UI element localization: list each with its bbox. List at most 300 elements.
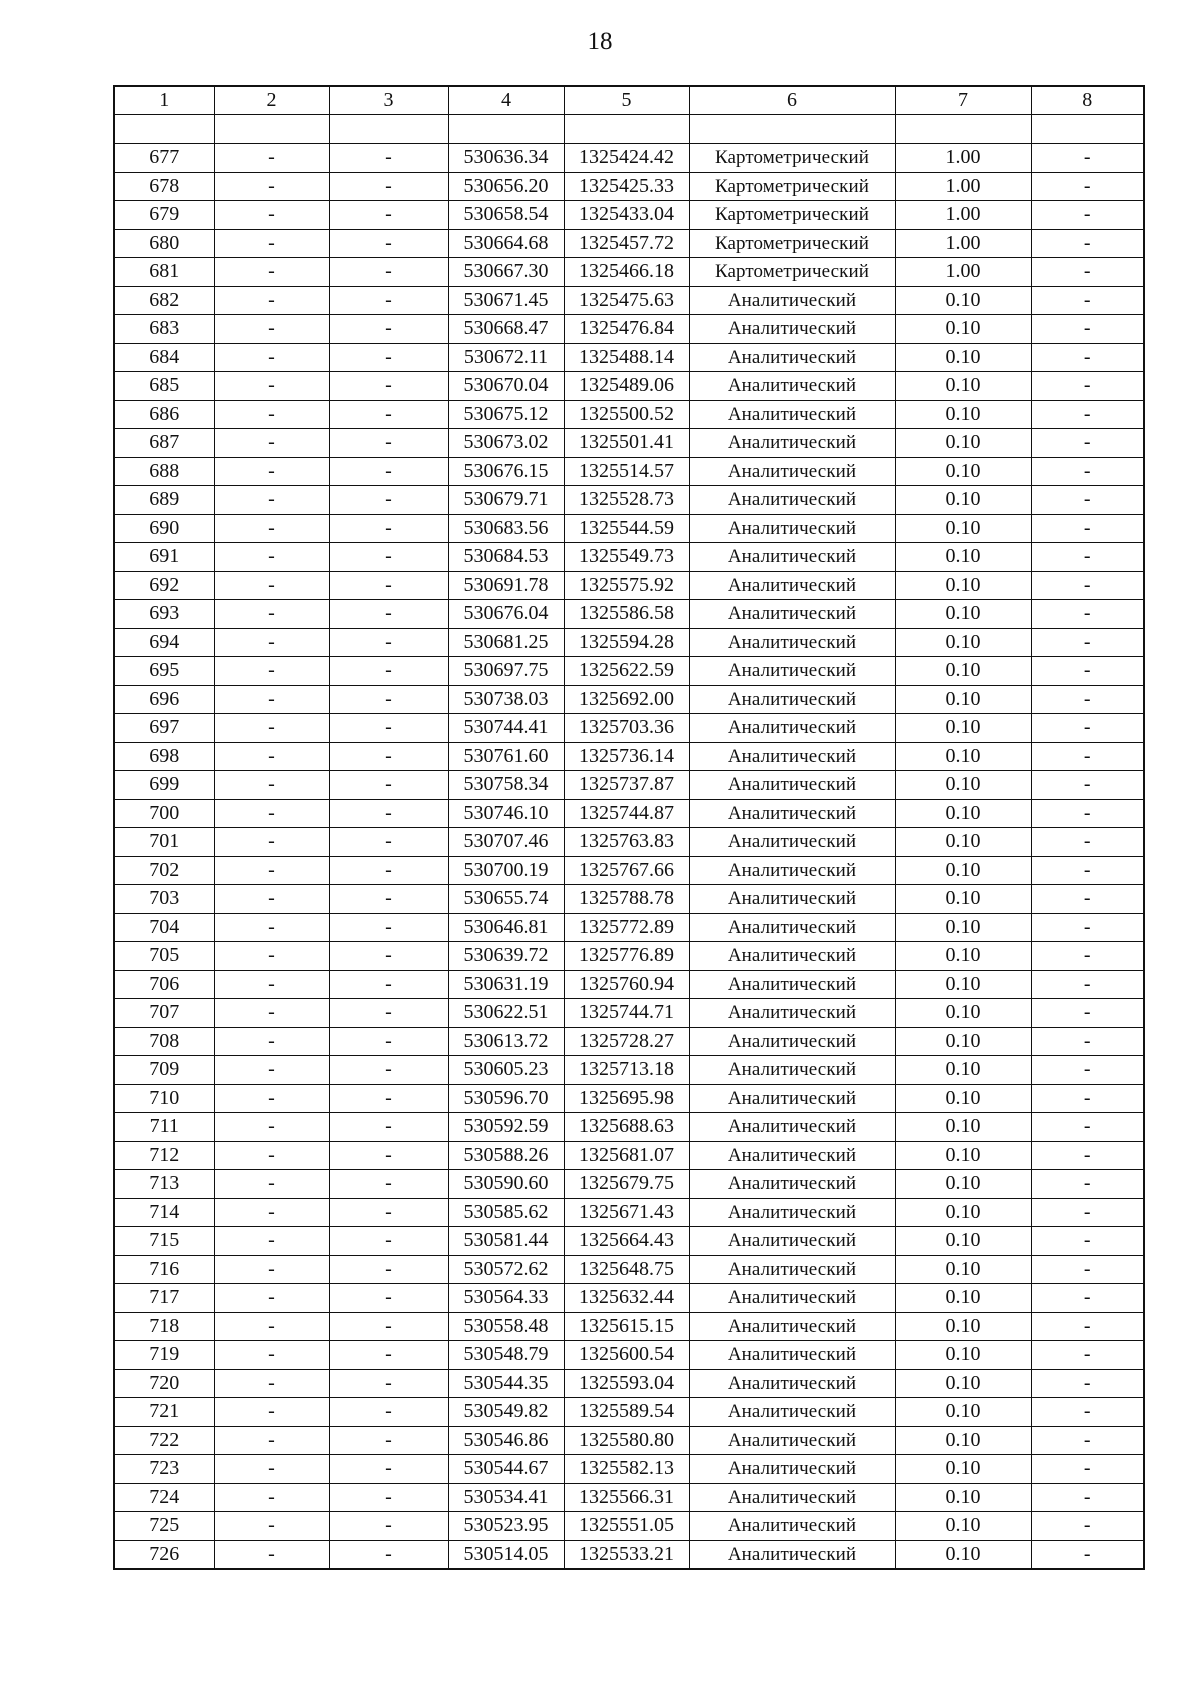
col8-cell: - xyxy=(1031,315,1144,344)
table-row xyxy=(114,628,1144,657)
col8-cell: - xyxy=(1031,201,1144,230)
col3-cell: - xyxy=(329,885,448,914)
accuracy-cell: 0.10 xyxy=(895,1255,1031,1284)
method-cell: Аналитический xyxy=(689,486,895,515)
col3-cell: - xyxy=(329,229,448,258)
accuracy-cell: 1.00 xyxy=(895,144,1031,173)
point-number-cell: 716 xyxy=(114,1255,214,1284)
y-coordinate-cell: 1325622.59 xyxy=(564,657,689,686)
col2-cell: - xyxy=(214,1056,329,1085)
col8-cell: - xyxy=(1031,970,1144,999)
x-coordinate-cell: 530558.48 xyxy=(448,1312,564,1341)
col8-cell: - xyxy=(1031,172,1144,201)
accuracy-cell: 0.10 xyxy=(895,628,1031,657)
table-row xyxy=(114,771,1144,800)
method-cell: Аналитический xyxy=(689,714,895,743)
y-coordinate-cell: 1325679.75 xyxy=(564,1170,689,1199)
y-coordinate-cell: 1325744.87 xyxy=(564,799,689,828)
method-cell: Картометрический xyxy=(689,229,895,258)
col8-cell: - xyxy=(1031,942,1144,971)
empty-row xyxy=(114,115,1144,144)
method-cell: Аналитический xyxy=(689,571,895,600)
point-number-cell: 700 xyxy=(114,799,214,828)
method-cell: Аналитический xyxy=(689,1170,895,1199)
y-coordinate-cell: 1325489.06 xyxy=(564,372,689,401)
method-cell: Аналитический xyxy=(689,1227,895,1256)
col8-cell: - xyxy=(1031,714,1144,743)
point-number-cell: 702 xyxy=(114,856,214,885)
col3-cell: - xyxy=(329,1483,448,1512)
method-cell: Аналитический xyxy=(689,1483,895,1512)
y-coordinate-cell: 1325476.84 xyxy=(564,315,689,344)
col3-cell: - xyxy=(329,970,448,999)
point-number-cell: 718 xyxy=(114,1312,214,1341)
col2-cell: - xyxy=(214,1369,329,1398)
empty-cell xyxy=(689,115,895,144)
x-coordinate-cell: 530683.56 xyxy=(448,514,564,543)
y-coordinate-cell: 1325763.83 xyxy=(564,828,689,857)
column-header: 3 xyxy=(329,86,448,115)
x-coordinate-cell: 530671.45 xyxy=(448,286,564,315)
y-coordinate-cell: 1325703.36 xyxy=(564,714,689,743)
accuracy-cell: 0.10 xyxy=(895,1426,1031,1455)
table-row xyxy=(114,1084,1144,1113)
point-number-cell: 698 xyxy=(114,742,214,771)
y-coordinate-cell: 1325594.28 xyxy=(564,628,689,657)
col3-cell: - xyxy=(329,514,448,543)
table-row xyxy=(114,657,1144,686)
y-coordinate-cell: 1325457.72 xyxy=(564,229,689,258)
point-number-cell: 683 xyxy=(114,315,214,344)
method-cell: Аналитический xyxy=(689,1255,895,1284)
col2-cell: - xyxy=(214,514,329,543)
x-coordinate-cell: 530592.59 xyxy=(448,1113,564,1142)
col2-cell: - xyxy=(214,1198,329,1227)
column-header: 4 xyxy=(448,86,564,115)
col2-cell: - xyxy=(214,799,329,828)
col2-cell: - xyxy=(214,201,329,230)
table-row xyxy=(114,714,1144,743)
accuracy-cell: 0.10 xyxy=(895,1284,1031,1313)
method-cell: Аналитический xyxy=(689,1312,895,1341)
accuracy-cell: 0.10 xyxy=(895,1084,1031,1113)
col3-cell: - xyxy=(329,1341,448,1370)
col3-cell: - xyxy=(329,999,448,1028)
col2-cell: - xyxy=(214,543,329,572)
method-cell: Аналитический xyxy=(689,600,895,629)
empty-cell xyxy=(114,115,214,144)
column-header: 2 xyxy=(214,86,329,115)
table-row xyxy=(114,1198,1144,1227)
accuracy-cell: 0.10 xyxy=(895,600,1031,629)
table-row xyxy=(114,486,1144,515)
accuracy-cell: 0.10 xyxy=(895,1198,1031,1227)
accuracy-cell: 0.10 xyxy=(895,1170,1031,1199)
col8-cell: - xyxy=(1031,657,1144,686)
table-row xyxy=(114,429,1144,458)
method-cell: Аналитический xyxy=(689,1455,895,1484)
point-number-cell: 726 xyxy=(114,1540,214,1569)
col2-cell: - xyxy=(214,258,329,287)
point-number-cell: 696 xyxy=(114,685,214,714)
col3-cell: - xyxy=(329,913,448,942)
x-coordinate-cell: 530672.11 xyxy=(448,343,564,372)
col2-cell: - xyxy=(214,1483,329,1512)
table-row xyxy=(114,1141,1144,1170)
col8-cell: - xyxy=(1031,400,1144,429)
accuracy-cell: 0.10 xyxy=(895,315,1031,344)
accuracy-cell: 0.10 xyxy=(895,1141,1031,1170)
y-coordinate-cell: 1325744.71 xyxy=(564,999,689,1028)
point-number-cell: 713 xyxy=(114,1170,214,1199)
accuracy-cell: 0.10 xyxy=(895,1341,1031,1370)
table-row xyxy=(114,1255,1144,1284)
table-row xyxy=(114,315,1144,344)
method-cell: Аналитический xyxy=(689,1113,895,1142)
col8-cell: - xyxy=(1031,1198,1144,1227)
col2-cell: - xyxy=(214,1141,329,1170)
col2-cell: - xyxy=(214,1170,329,1199)
x-coordinate-cell: 530676.15 xyxy=(448,457,564,486)
method-cell: Аналитический xyxy=(689,429,895,458)
x-coordinate-cell: 530534.41 xyxy=(448,1483,564,1512)
col2-cell: - xyxy=(214,1284,329,1313)
table-row xyxy=(114,913,1144,942)
x-coordinate-cell: 530548.79 xyxy=(448,1341,564,1370)
accuracy-cell: 0.10 xyxy=(895,1312,1031,1341)
y-coordinate-cell: 1325736.14 xyxy=(564,742,689,771)
x-coordinate-cell: 530572.62 xyxy=(448,1255,564,1284)
point-number-cell: 693 xyxy=(114,600,214,629)
column-header: 1 xyxy=(114,86,214,115)
col8-cell: - xyxy=(1031,1255,1144,1284)
col8-cell: - xyxy=(1031,372,1144,401)
method-cell: Аналитический xyxy=(689,343,895,372)
col2-cell: - xyxy=(214,1512,329,1541)
col2-cell: - xyxy=(214,685,329,714)
y-coordinate-cell: 1325533.21 xyxy=(564,1540,689,1569)
method-cell: Аналитический xyxy=(689,1369,895,1398)
method-cell: Аналитический xyxy=(689,1198,895,1227)
col8-cell: - xyxy=(1031,1369,1144,1398)
col8-cell: - xyxy=(1031,913,1144,942)
table-row xyxy=(114,1369,1144,1398)
point-number-cell: 687 xyxy=(114,429,214,458)
col2-cell: - xyxy=(214,1084,329,1113)
method-cell: Аналитический xyxy=(689,913,895,942)
col3-cell: - xyxy=(329,856,448,885)
col3-cell: - xyxy=(329,1084,448,1113)
point-number-cell: 704 xyxy=(114,913,214,942)
accuracy-cell: 0.10 xyxy=(895,685,1031,714)
y-coordinate-cell: 1325582.13 xyxy=(564,1455,689,1484)
table-row xyxy=(114,1341,1144,1370)
x-coordinate-cell: 530670.04 xyxy=(448,372,564,401)
table-row xyxy=(114,742,1144,771)
method-cell: Картометрический xyxy=(689,201,895,230)
col8-cell: - xyxy=(1031,999,1144,1028)
col8-cell: - xyxy=(1031,429,1144,458)
x-coordinate-cell: 530639.72 xyxy=(448,942,564,971)
point-number-cell: 722 xyxy=(114,1426,214,1455)
method-cell: Аналитический xyxy=(689,1056,895,1085)
accuracy-cell: 0.10 xyxy=(895,856,1031,885)
col2-cell: - xyxy=(214,999,329,1028)
point-number-cell: 712 xyxy=(114,1141,214,1170)
table-row xyxy=(114,885,1144,914)
y-coordinate-cell: 1325713.18 xyxy=(564,1056,689,1085)
col3-cell: - xyxy=(329,315,448,344)
point-number-cell: 711 xyxy=(114,1113,214,1142)
accuracy-cell: 0.10 xyxy=(895,771,1031,800)
table-row xyxy=(114,258,1144,287)
table-body xyxy=(114,115,1144,1570)
point-number-cell: 678 xyxy=(114,172,214,201)
method-cell: Аналитический xyxy=(689,1284,895,1313)
col2-cell: - xyxy=(214,828,329,857)
x-coordinate-cell: 530673.02 xyxy=(448,429,564,458)
y-coordinate-cell: 1325589.54 xyxy=(564,1398,689,1427)
col8-cell: - xyxy=(1031,1084,1144,1113)
y-coordinate-cell: 1325466.18 xyxy=(564,258,689,287)
y-coordinate-cell: 1325528.73 xyxy=(564,486,689,515)
method-cell: Аналитический xyxy=(689,885,895,914)
method-cell: Аналитический xyxy=(689,315,895,344)
accuracy-cell: 1.00 xyxy=(895,258,1031,287)
col3-cell: - xyxy=(329,486,448,515)
col3-cell: - xyxy=(329,1312,448,1341)
method-cell: Аналитический xyxy=(689,286,895,315)
point-number-cell: 720 xyxy=(114,1369,214,1398)
accuracy-cell: 0.10 xyxy=(895,657,1031,686)
col2-cell: - xyxy=(214,856,329,885)
table-row xyxy=(114,1398,1144,1427)
point-number-cell: 705 xyxy=(114,942,214,971)
point-number-cell: 685 xyxy=(114,372,214,401)
accuracy-cell: 0.10 xyxy=(895,486,1031,515)
col2-cell: - xyxy=(214,429,329,458)
table-row xyxy=(114,543,1144,572)
col2-cell: - xyxy=(214,372,329,401)
col2-cell: - xyxy=(214,1227,329,1256)
method-cell: Аналитический xyxy=(689,657,895,686)
x-coordinate-cell: 530758.34 xyxy=(448,771,564,800)
table-row xyxy=(114,1426,1144,1455)
accuracy-cell: 0.10 xyxy=(895,714,1031,743)
x-coordinate-cell: 530631.19 xyxy=(448,970,564,999)
accuracy-cell: 0.10 xyxy=(895,913,1031,942)
accuracy-cell: 0.10 xyxy=(895,1056,1031,1085)
col3-cell: - xyxy=(329,1426,448,1455)
accuracy-cell: 0.10 xyxy=(895,1227,1031,1256)
method-cell: Аналитический xyxy=(689,970,895,999)
x-coordinate-cell: 530581.44 xyxy=(448,1227,564,1256)
col8-cell: - xyxy=(1031,1512,1144,1541)
method-cell: Аналитический xyxy=(689,1398,895,1427)
y-coordinate-cell: 1325593.04 xyxy=(564,1369,689,1398)
method-cell: Аналитический xyxy=(689,514,895,543)
x-coordinate-cell: 530588.26 xyxy=(448,1141,564,1170)
col2-cell: - xyxy=(214,571,329,600)
col2-cell: - xyxy=(214,942,329,971)
col3-cell: - xyxy=(329,714,448,743)
accuracy-cell: 0.10 xyxy=(895,1455,1031,1484)
accuracy-cell: 0.10 xyxy=(895,343,1031,372)
column-header: 8 xyxy=(1031,86,1144,115)
point-number-cell: 699 xyxy=(114,771,214,800)
point-number-cell: 723 xyxy=(114,1455,214,1484)
col2-cell: - xyxy=(214,486,329,515)
y-coordinate-cell: 1325615.15 xyxy=(564,1312,689,1341)
y-coordinate-cell: 1325695.98 xyxy=(564,1084,689,1113)
point-number-cell: 697 xyxy=(114,714,214,743)
col8-cell: - xyxy=(1031,799,1144,828)
empty-cell xyxy=(895,115,1031,144)
table-header xyxy=(114,86,1144,115)
x-coordinate-cell: 530523.95 xyxy=(448,1512,564,1541)
table-row xyxy=(114,1540,1144,1569)
col3-cell: - xyxy=(329,1455,448,1484)
y-coordinate-cell: 1325580.80 xyxy=(564,1426,689,1455)
col8-cell: - xyxy=(1031,514,1144,543)
method-cell: Аналитический xyxy=(689,1341,895,1370)
y-coordinate-cell: 1325575.92 xyxy=(564,571,689,600)
col2-cell: - xyxy=(214,714,329,743)
col3-cell: - xyxy=(329,1170,448,1199)
point-number-cell: 690 xyxy=(114,514,214,543)
point-number-cell: 710 xyxy=(114,1084,214,1113)
col3-cell: - xyxy=(329,828,448,857)
col2-cell: - xyxy=(214,343,329,372)
accuracy-cell: 0.10 xyxy=(895,1540,1031,1569)
y-coordinate-cell: 1325760.94 xyxy=(564,970,689,999)
table-row xyxy=(114,172,1144,201)
col8-cell: - xyxy=(1031,258,1144,287)
col8-cell: - xyxy=(1031,486,1144,515)
col2-cell: - xyxy=(214,1027,329,1056)
col8-cell: - xyxy=(1031,1341,1144,1370)
method-cell: Аналитический xyxy=(689,400,895,429)
y-coordinate-cell: 1325500.52 xyxy=(564,400,689,429)
col3-cell: - xyxy=(329,1369,448,1398)
col2-cell: - xyxy=(214,657,329,686)
accuracy-cell: 0.10 xyxy=(895,429,1031,458)
column-header: 5 xyxy=(564,86,689,115)
point-number-cell: 677 xyxy=(114,144,214,173)
x-coordinate-cell: 530585.62 xyxy=(448,1198,564,1227)
col2-cell: - xyxy=(214,1255,329,1284)
point-number-cell: 694 xyxy=(114,628,214,657)
col3-cell: - xyxy=(329,771,448,800)
col8-cell: - xyxy=(1031,628,1144,657)
accuracy-cell: 0.10 xyxy=(895,1369,1031,1398)
x-coordinate-cell: 530544.67 xyxy=(448,1455,564,1484)
col3-cell: - xyxy=(329,343,448,372)
col2-cell: - xyxy=(214,400,329,429)
y-coordinate-cell: 1325767.66 xyxy=(564,856,689,885)
method-cell: Аналитический xyxy=(689,1141,895,1170)
table-row xyxy=(114,999,1144,1028)
point-number-cell: 688 xyxy=(114,457,214,486)
col8-cell: - xyxy=(1031,229,1144,258)
x-coordinate-cell: 530761.60 xyxy=(448,742,564,771)
y-coordinate-cell: 1325501.41 xyxy=(564,429,689,458)
y-coordinate-cell: 1325737.87 xyxy=(564,771,689,800)
col8-cell: - xyxy=(1031,1540,1144,1569)
col3-cell: - xyxy=(329,600,448,629)
x-coordinate-cell: 530744.41 xyxy=(448,714,564,743)
y-coordinate-cell: 1325788.78 xyxy=(564,885,689,914)
col8-cell: - xyxy=(1031,885,1144,914)
x-coordinate-cell: 530655.74 xyxy=(448,885,564,914)
col2-cell: - xyxy=(214,970,329,999)
point-number-cell: 701 xyxy=(114,828,214,857)
col8-cell: - xyxy=(1031,1455,1144,1484)
accuracy-cell: 0.10 xyxy=(895,372,1031,401)
y-coordinate-cell: 1325514.57 xyxy=(564,457,689,486)
table-row xyxy=(114,1312,1144,1341)
column-header: 7 xyxy=(895,86,1031,115)
x-coordinate-cell: 530549.82 xyxy=(448,1398,564,1427)
accuracy-cell: 0.10 xyxy=(895,1398,1031,1427)
col3-cell: - xyxy=(329,571,448,600)
method-cell: Аналитический xyxy=(689,457,895,486)
col2-cell: - xyxy=(214,1113,329,1142)
col8-cell: - xyxy=(1031,742,1144,771)
col3-cell: - xyxy=(329,429,448,458)
table-row xyxy=(114,457,1144,486)
table-row xyxy=(114,1113,1144,1142)
accuracy-cell: 0.10 xyxy=(895,543,1031,572)
col8-cell: - xyxy=(1031,1483,1144,1512)
point-number-cell: 682 xyxy=(114,286,214,315)
point-number-cell: 715 xyxy=(114,1227,214,1256)
method-cell: Аналитический xyxy=(689,771,895,800)
coordinates-table xyxy=(113,85,1145,1570)
x-coordinate-cell: 530646.81 xyxy=(448,913,564,942)
col2-cell: - xyxy=(214,628,329,657)
table-row xyxy=(114,685,1144,714)
table-row xyxy=(114,1027,1144,1056)
accuracy-cell: 0.10 xyxy=(895,1483,1031,1512)
accuracy-cell: 0.10 xyxy=(895,970,1031,999)
y-coordinate-cell: 1325566.31 xyxy=(564,1483,689,1512)
point-number-cell: 709 xyxy=(114,1056,214,1085)
x-coordinate-cell: 530684.53 xyxy=(448,543,564,572)
point-number-cell: 680 xyxy=(114,229,214,258)
col2-cell: - xyxy=(214,742,329,771)
table-row xyxy=(114,144,1144,173)
method-cell: Аналитический xyxy=(689,1084,895,1113)
col2-cell: - xyxy=(214,1341,329,1370)
col2-cell: - xyxy=(214,913,329,942)
method-cell: Аналитический xyxy=(689,1426,895,1455)
accuracy-cell: 0.10 xyxy=(895,571,1031,600)
table-row xyxy=(114,1170,1144,1199)
point-number-cell: 684 xyxy=(114,343,214,372)
accuracy-cell: 1.00 xyxy=(895,229,1031,258)
table-row xyxy=(114,571,1144,600)
x-coordinate-cell: 530605.23 xyxy=(448,1056,564,1085)
y-coordinate-cell: 1325475.63 xyxy=(564,286,689,315)
y-coordinate-cell: 1325688.63 xyxy=(564,1113,689,1142)
y-coordinate-cell: 1325632.44 xyxy=(564,1284,689,1313)
col3-cell: - xyxy=(329,1113,448,1142)
col3-cell: - xyxy=(329,1540,448,1569)
col3-cell: - xyxy=(329,657,448,686)
accuracy-cell: 0.10 xyxy=(895,1113,1031,1142)
x-coordinate-cell: 530658.54 xyxy=(448,201,564,230)
